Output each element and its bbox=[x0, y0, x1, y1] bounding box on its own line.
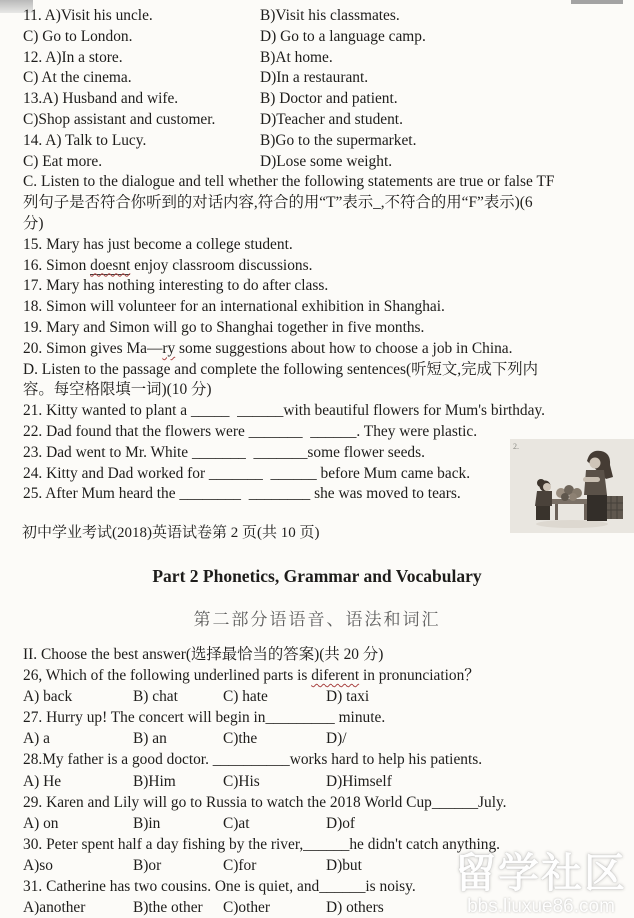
option-b: B) an bbox=[133, 730, 167, 748]
mc-question-29: 29. Karen and Lily will go to Russia to watch the 2018 World Cup______July. bbox=[23, 793, 507, 811]
option-a: A) a bbox=[23, 730, 50, 748]
tf-statement-20: 20. Simon gives Ma—ry some suggestions about how to choose a job in China. bbox=[23, 339, 513, 357]
option-left: 14. A) Talk to Lucy. bbox=[23, 131, 147, 149]
section-d-instruction-line: 容。每空格限填一词)(10 分) bbox=[23, 381, 212, 399]
listening-option-pair bbox=[23, 110, 632, 131]
exam-illustration bbox=[510, 439, 634, 533]
grammar-section bbox=[23, 644, 632, 918]
option-c: C) hate bbox=[223, 688, 268, 706]
option-a: A) on bbox=[23, 814, 59, 832]
listening-option-pair bbox=[23, 89, 632, 110]
option-left: C)Shop assistant and customer. bbox=[23, 110, 216, 128]
tf-statement-15: 15. Mary has just become a college student. bbox=[23, 235, 293, 253]
misspelled-word: ry bbox=[162, 339, 176, 357]
mc-question-31: 31. Catherine has two cousins. One is quiet, and______is noisy. bbox=[23, 878, 416, 896]
page-footer: 初中学业考试(2018)英语试卷第 2 页(共 10 页) bbox=[22, 525, 320, 541]
option-left: 12. A)In a store. bbox=[23, 48, 123, 66]
option-a: A) He bbox=[23, 772, 62, 790]
section-c-instruction-line: 分) bbox=[23, 214, 44, 232]
misspelled-word: diferent bbox=[311, 667, 360, 685]
option-c: C)at bbox=[223, 814, 250, 832]
mc-question-27: 27. Hurry up! The concert will begin in_________ minute. bbox=[23, 709, 386, 727]
option-right: D)Teacher and student. bbox=[260, 110, 403, 128]
tf-statement-18: 18. Simon will volunteer for an international exhibition in Shanghai. bbox=[23, 298, 445, 316]
mc-options-29 bbox=[23, 813, 632, 834]
fill-blank-sentence-23: 23. Dad went to Mr. White _______ _______some flower seeds. bbox=[23, 443, 425, 461]
option-b: B)in bbox=[133, 814, 161, 832]
mc-options-31 bbox=[23, 897, 632, 918]
option-right: B)At home. bbox=[260, 48, 333, 66]
option-right: B)Visit his classmates. bbox=[260, 7, 400, 24]
option-d: D)/ bbox=[326, 730, 347, 748]
option-d: D)Himself bbox=[326, 772, 392, 790]
option-c: C)for bbox=[223, 856, 257, 874]
option-b: B) chat bbox=[133, 688, 178, 706]
option-c: C)other bbox=[223, 899, 271, 917]
section-c-instruction-line: C. Listen to the dialogue and tell whether the following statements are true or false TF bbox=[23, 173, 555, 191]
fill-blank-sentence-25: 25. After Mum heard the ________ ________ she was moved to tears. bbox=[23, 485, 461, 503]
option-a: A)another bbox=[23, 899, 86, 917]
option-d: D) others bbox=[326, 899, 384, 917]
watermark-url: bbs.liuxue86.com bbox=[467, 896, 615, 917]
listening-option-pair bbox=[23, 131, 632, 152]
watermark-logo-text: 留学社区 bbox=[455, 850, 627, 896]
tf-statement-19: 19. Mary and Simon will go to Shanghai together in five months. bbox=[23, 318, 425, 336]
option-b: B)or bbox=[133, 856, 162, 874]
option-d: D)of bbox=[326, 814, 356, 832]
mc-question-26: 26, Which of the following underlined parts is diferent in pronunciation？ bbox=[23, 667, 480, 685]
tf-statement-16: 16. Simon doesnt enjoy classroom discussions. bbox=[23, 256, 313, 274]
fill-blank-sentence-21: 21. Kitty wanted to plant a _____ ______with beautiful flowers for Mum's birthday. bbox=[23, 402, 545, 420]
option-c: C)His bbox=[223, 772, 260, 790]
option-a: A)so bbox=[23, 856, 53, 874]
listening-option-pair bbox=[23, 152, 632, 173]
tf-statement-17: 17. Mary has nothing interesting to do after class. bbox=[23, 277, 329, 295]
section-ii-instruction: II. Choose the best answer(选择最恰当的答案)(共 20 分) bbox=[23, 646, 384, 663]
option-right: B) Doctor and patient. bbox=[260, 90, 398, 108]
part2-title-en: Part 2 Phonetics, Grammar and Vocabulary bbox=[152, 566, 482, 586]
listening-section bbox=[23, 6, 632, 505]
option-b: B)the other bbox=[133, 899, 203, 917]
option-d: D)but bbox=[326, 856, 362, 874]
option-a: A) back bbox=[23, 688, 73, 706]
svg-text:2.: 2. bbox=[513, 442, 519, 451]
mc-options-27 bbox=[23, 728, 632, 749]
option-right: D)In a restaurant. bbox=[260, 69, 369, 87]
option-right: B)Go to the supermarket. bbox=[260, 131, 417, 149]
option-left: C) Go to London. bbox=[23, 27, 133, 45]
mc-options-26 bbox=[23, 686, 632, 707]
mc-question-28: 28.My father is a good doctor. __________works hard to help his patients. bbox=[23, 751, 483, 769]
mc-question-30: 30. Peter spent half a day fishing by the river,______he didn't catch anything. bbox=[23, 835, 501, 853]
option-right: D) Go to a language camp. bbox=[260, 27, 426, 45]
mother-child-flowers-drawing bbox=[510, 439, 634, 533]
option-b: B)Him bbox=[133, 772, 176, 790]
option-left: C) At the cinema. bbox=[23, 69, 132, 87]
listening-option-pair bbox=[23, 68, 632, 89]
mc-options-28 bbox=[23, 771, 632, 792]
mc-options-30 bbox=[23, 855, 632, 876]
option-right: D)Lose some weight. bbox=[260, 152, 393, 170]
listening-option-pair bbox=[23, 27, 632, 48]
section-d-instruction-line: D. Listen to the passage and complete the following sentences(听短文,完成下列内 bbox=[23, 360, 539, 378]
option-left: 11. A)Visit his uncle. bbox=[23, 7, 153, 24]
listening-option-pair bbox=[23, 6, 632, 27]
part2-title-zh: 第二部分语语音、语法和词汇 bbox=[193, 610, 441, 629]
fill-blank-sentence-24: 24. Kitty and Dad worked for _______ ______ before Mum came back. bbox=[23, 464, 471, 482]
option-d: D) taxi bbox=[326, 688, 370, 706]
fill-blank-sentence-22: 22. Dad found that the flowers were _______ ______. They were plastic. bbox=[23, 422, 478, 440]
scan-artifact-topright bbox=[571, 0, 623, 4]
listening-option-pair bbox=[23, 48, 632, 69]
section-c-instruction-line: 列句子是否符合你听到的对话内容,符合的用“T”表示_,不符合的用“F”表示)(6 bbox=[23, 194, 533, 212]
option-left: 13.A) Husband and wife. bbox=[23, 90, 179, 108]
misspelled-word: doesnt bbox=[90, 256, 131, 274]
option-left: C) Eat more. bbox=[23, 152, 103, 170]
option-c: C)the bbox=[223, 730, 258, 748]
